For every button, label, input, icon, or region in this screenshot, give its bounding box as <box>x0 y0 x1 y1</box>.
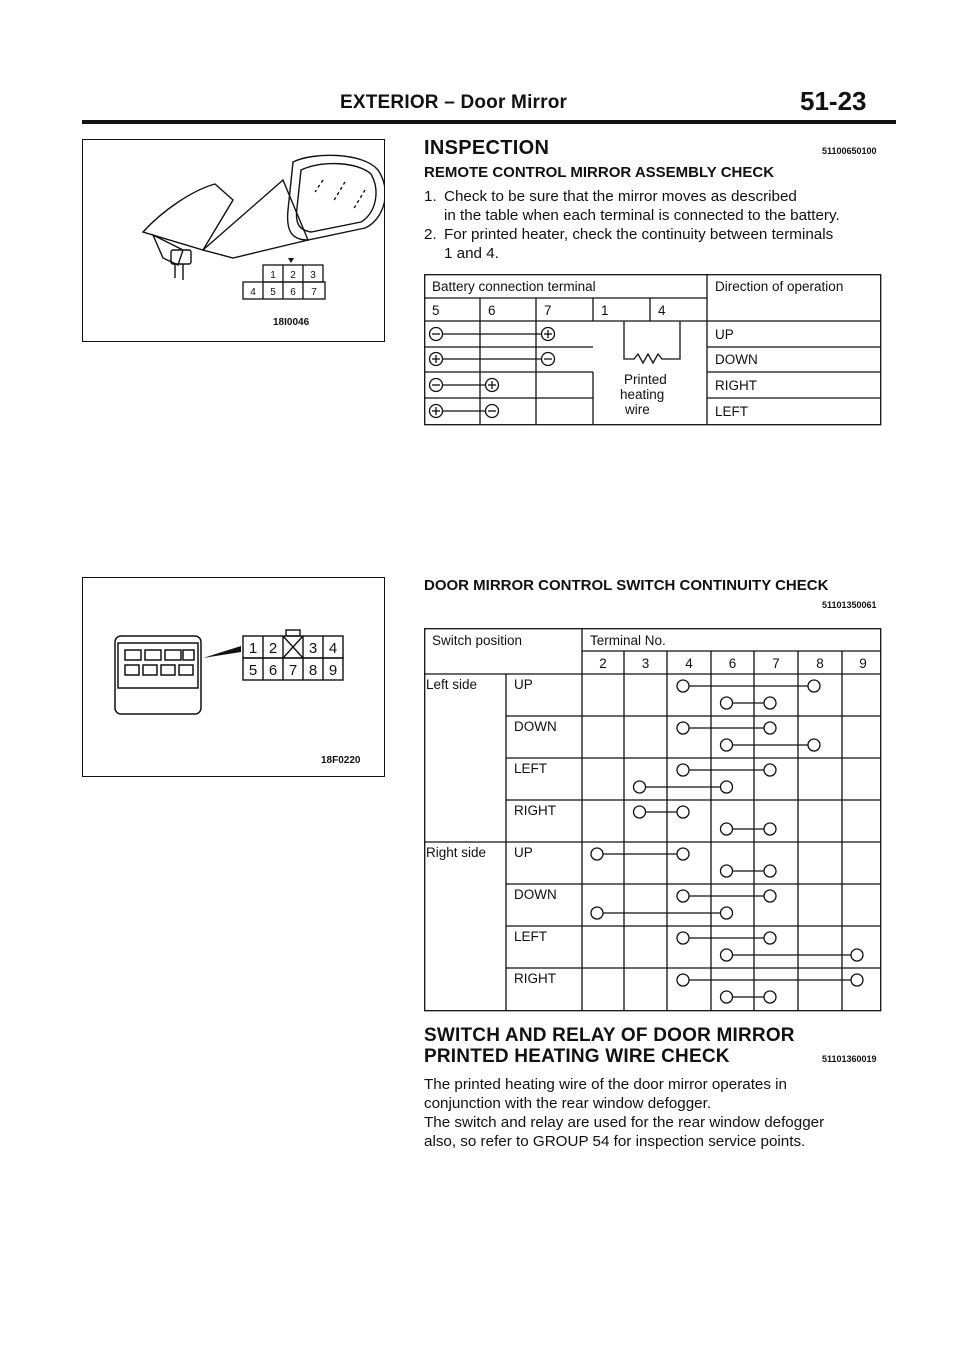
table1-header-terminal: Battery connection terminal <box>432 279 596 294</box>
battery-connection-table <box>424 274 882 426</box>
table2-col-header: 7 <box>772 656 780 671</box>
table1-header-direction: Direction of operation <box>715 279 844 294</box>
continuity-mark <box>677 932 689 944</box>
table2-position-label: DOWN <box>514 887 557 902</box>
continuity-mark <box>721 823 733 835</box>
continuity-mark <box>721 697 733 709</box>
relay-text-2: conjunction with the rear window defogger. <box>424 1095 712 1112</box>
continuity-mark <box>591 907 603 919</box>
switch-drawing <box>83 578 384 776</box>
switch-pin-9: 9 <box>328 662 338 679</box>
table2-side-label: Left side <box>426 677 478 692</box>
step-1-number: 1. <box>424 188 437 205</box>
inspection-title: INSPECTION <box>424 137 550 159</box>
continuity-mark <box>764 865 776 877</box>
figure-code: 18F0220 <box>321 755 361 766</box>
step-2-number: 2. <box>424 226 437 243</box>
continuity-mark <box>677 722 689 734</box>
continuity-mark <box>721 907 733 919</box>
switch-pin-3: 3 <box>308 640 318 657</box>
continuity-mark <box>721 739 733 751</box>
table1-col-1: 1 <box>601 303 609 318</box>
continuity-mark <box>764 722 776 734</box>
continuity-mark <box>764 991 776 1003</box>
table1-dir-left: LEFT <box>715 404 749 419</box>
table2-col-header: 4 <box>685 656 693 671</box>
table2-position-label: RIGHT <box>514 971 556 986</box>
switch-pin-2: 2 <box>268 640 278 657</box>
step-1-line2: in the table when each terminal is connected to the battery. <box>444 207 840 224</box>
table1-col-7: 7 <box>544 303 552 318</box>
mirror-pin-4: 4 <box>250 287 256 298</box>
table2-col-header: 9 <box>859 656 867 671</box>
continuity-mark <box>764 890 776 902</box>
heater-label-2: heating <box>620 387 665 402</box>
switch-pin-4: 4 <box>328 640 338 657</box>
relay-code: 51101360019 <box>822 1054 877 1064</box>
mirror-pin-2: 2 <box>290 270 296 281</box>
continuity-mark <box>634 806 646 818</box>
figure-code: 18I0046 <box>273 317 310 328</box>
continuity-mark <box>634 781 646 793</box>
relay-title-line2: PRINTED HEATING WIRE CHECK <box>424 1046 730 1067</box>
mirror-pin-6: 6 <box>290 287 296 298</box>
continuity-mark <box>591 848 603 860</box>
inspection-code: 51100650100 <box>822 146 877 156</box>
table2-side-label: Right side <box>426 845 487 860</box>
step-1-line1: Check to be sure that the mirror moves as described <box>444 188 797 205</box>
mirror-pin-3: 3 <box>310 270 316 281</box>
remote-control-subtitle: REMOTE CONTROL MIRROR ASSEMBLY CHECK <box>424 164 775 181</box>
continuity-mark <box>677 764 689 776</box>
continuity-mark <box>677 806 689 818</box>
page-section-title: EXTERIOR – Door Mirror <box>340 92 568 113</box>
mirror-illustration <box>82 139 385 342</box>
table1-dir-up: UP <box>715 327 734 342</box>
continuity-mark <box>721 865 733 877</box>
table2-position-label: UP <box>514 677 533 692</box>
page-number: 51-23 <box>800 86 867 116</box>
relay-text-3: The switch and relay are used for the rear window defogger <box>424 1114 825 1131</box>
table2-position-label: LEFT <box>514 761 548 776</box>
continuity-mark <box>808 739 820 751</box>
table1-dir-down: DOWN <box>715 352 758 367</box>
table2-position-label: UP <box>514 845 533 860</box>
table2-position-label: DOWN <box>514 719 557 734</box>
switch-check-code: 51101350061 <box>822 600 877 610</box>
switch-pin-8: 8 <box>308 662 318 679</box>
switch-pin-7: 7 <box>288 662 298 679</box>
table1-dir-right: RIGHT <box>715 378 757 393</box>
continuity-mark <box>764 764 776 776</box>
continuity-mark <box>721 781 733 793</box>
switch-pin-5: 5 <box>248 662 258 679</box>
continuity-mark <box>677 680 689 692</box>
relay-title-line1: SWITCH AND RELAY OF DOOR MIRROR <box>424 1025 795 1046</box>
continuity-mark <box>764 932 776 944</box>
table2-col-header: 2 <box>599 656 607 671</box>
table2-col-header: 6 <box>728 656 737 671</box>
table2-col-header: 8 <box>816 656 824 671</box>
mirror-pin-5: 5 <box>270 287 276 298</box>
continuity-mark <box>677 848 689 860</box>
heater-label-1: Printed <box>624 372 667 387</box>
continuity-mark <box>721 949 733 961</box>
switch-check-title: DOOR MIRROR CONTROL SWITCH CONTINUITY CHECK <box>424 577 829 594</box>
switch-continuity-table <box>424 628 882 1018</box>
switch-pin-1: 1 <box>248 640 258 657</box>
table1-col-5: 5 <box>432 303 440 318</box>
table2-position-label: LEFT <box>514 929 548 944</box>
table2-col-header: 3 <box>641 656 650 671</box>
continuity-mark <box>677 974 689 986</box>
table1-col-6: 6 <box>488 303 496 318</box>
relay-text-1: The printed heating wire of the door mirror operates in <box>424 1076 788 1093</box>
continuity-mark <box>851 949 863 961</box>
continuity-mark <box>721 991 733 1003</box>
table1-col-4: 4 <box>658 303 666 318</box>
table2-header-position: Switch position <box>432 633 523 648</box>
step-2-line2: 1 and 4. <box>444 245 499 262</box>
continuity-mark <box>677 890 689 902</box>
table2-position-label: RIGHT <box>514 803 556 818</box>
mirror-drawing <box>83 140 384 341</box>
continuity-mark <box>851 974 863 986</box>
step-2-line1: For printed heater, check the continuity between terminals <box>444 226 834 243</box>
mirror-pin-7: 7 <box>311 287 317 298</box>
heater-label-3: wire <box>625 402 650 417</box>
mirror-pin-1: 1 <box>270 270 276 281</box>
continuity-mark <box>808 680 820 692</box>
table2-header-terminal: Terminal No. <box>590 633 666 648</box>
switch-illustration <box>82 577 385 777</box>
header-rule <box>82 120 896 124</box>
switch-pin-6: 6 <box>268 662 278 679</box>
relay-text-4: also, so refer to GROUP 54 for inspection service points. <box>424 1133 806 1150</box>
continuity-mark <box>764 697 776 709</box>
continuity-mark <box>764 823 776 835</box>
